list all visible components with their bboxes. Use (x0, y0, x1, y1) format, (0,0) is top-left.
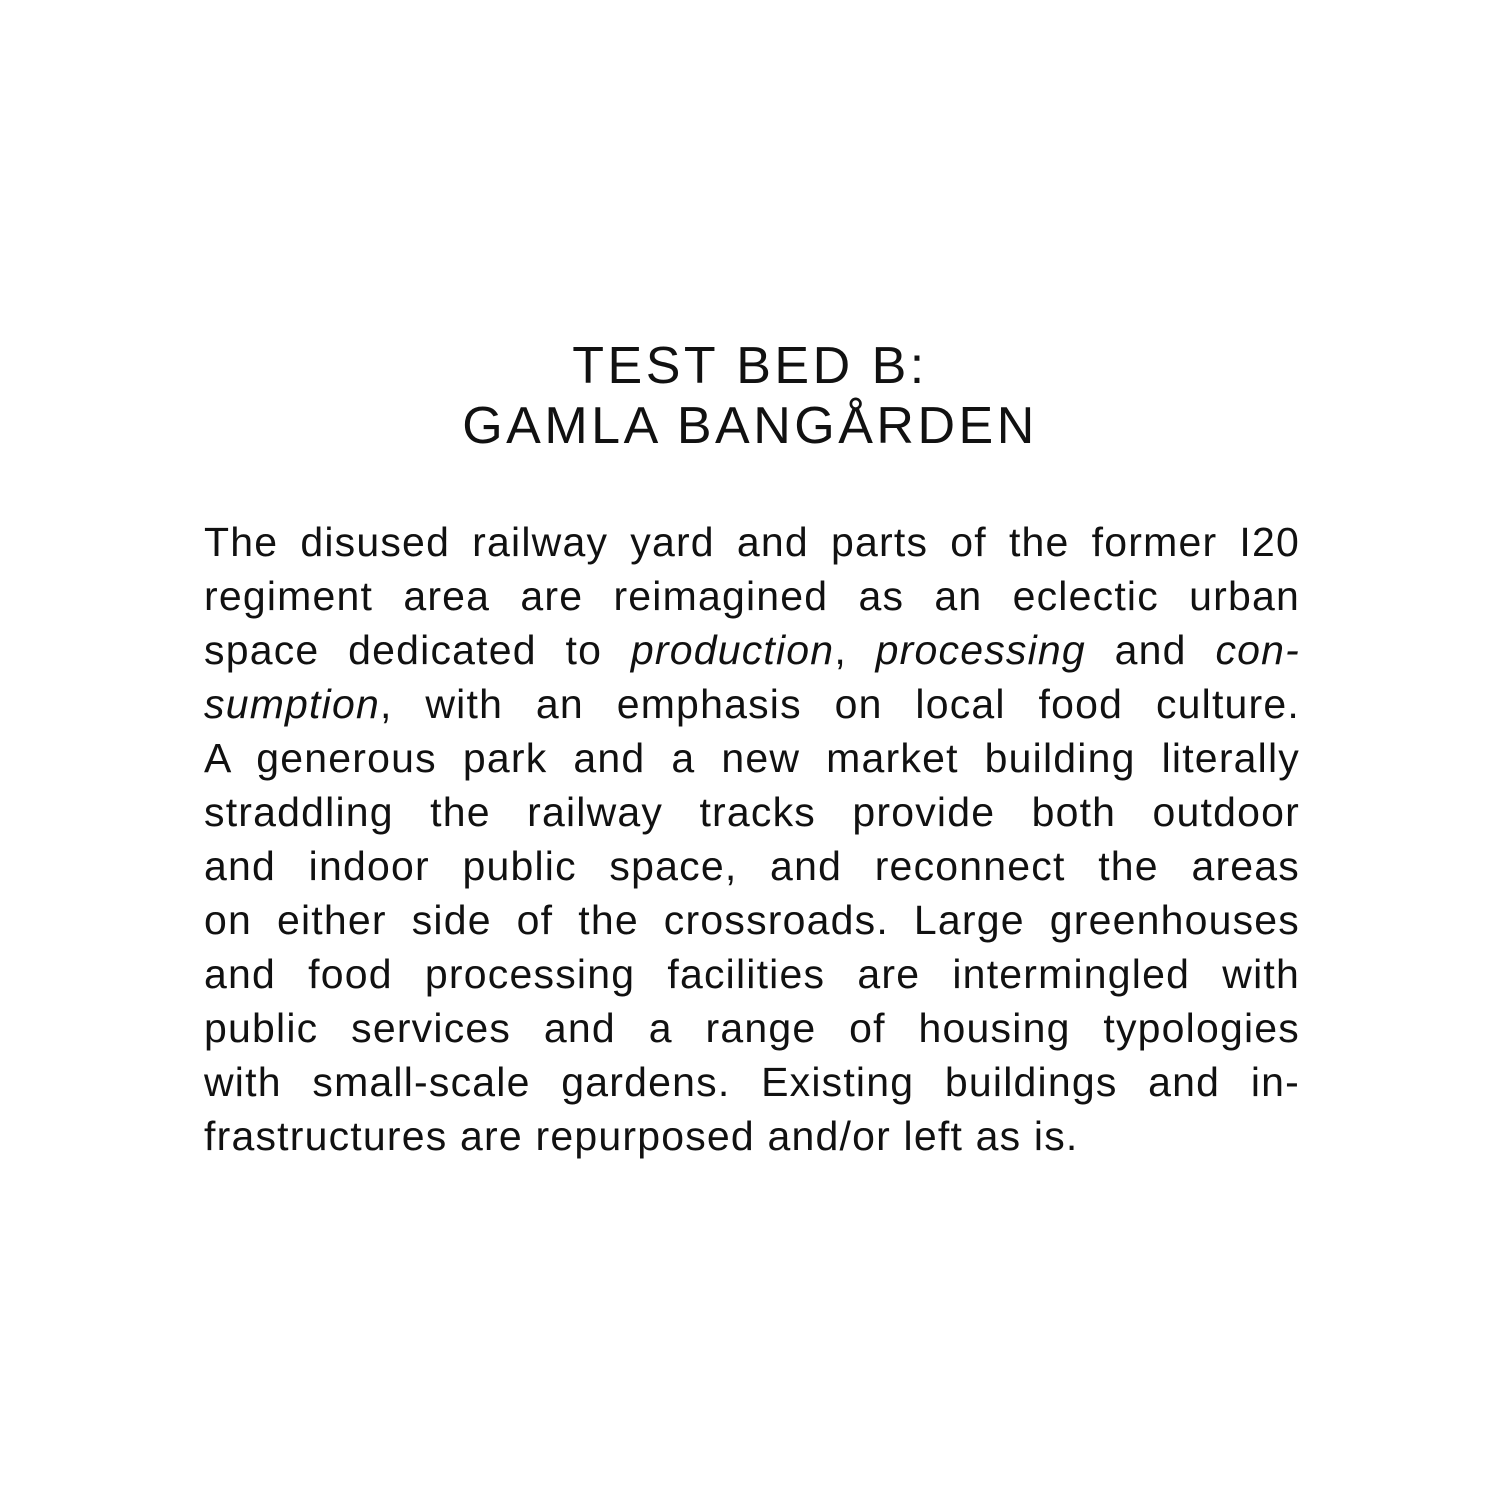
body-line: and indoor public space, and reconnect the areas (204, 843, 1300, 889)
emphasis-processing: processing (875, 627, 1086, 673)
emphasis-consumption-end: sumption (204, 681, 380, 727)
title-line-1: TEST BED B: (572, 337, 928, 395)
title-line-2: GAMLA BANGÅRDEN (462, 397, 1038, 455)
body-line: with small-scale gardens. Existing buildings and in- (204, 1059, 1300, 1105)
emphasis-consumption-start: con- (1215, 627, 1300, 673)
body-text: and (1085, 627, 1216, 673)
body-text: space dedicated to (204, 627, 631, 673)
body-line (204, 677, 1300, 731)
body-line: The disused railway yard and parts of the former I20 (204, 519, 1300, 565)
body-text: , with an emphasis on local food culture. (379, 681, 1300, 727)
body-line: frastructures are repurposed and/or left as is. (204, 1113, 1079, 1159)
page-title (0, 336, 1500, 456)
body-paragraph (204, 515, 1300, 1163)
emphasis-production: production (630, 627, 835, 673)
body-line: regiment area are reimagined as an eclectic urban (204, 573, 1300, 619)
body-text: , (834, 627, 876, 673)
body-line (204, 623, 1300, 677)
body-line: on either side of the crossroads. Large greenhouses (204, 897, 1300, 943)
body-line: straddling the railway tracks provide both outdoor (204, 789, 1300, 835)
body-line: and food processing facilities are intermingled with (204, 951, 1300, 997)
body-line: A generous park and a new market building literally (204, 735, 1300, 781)
body-line: public services and a range of housing typologies (204, 1005, 1300, 1051)
